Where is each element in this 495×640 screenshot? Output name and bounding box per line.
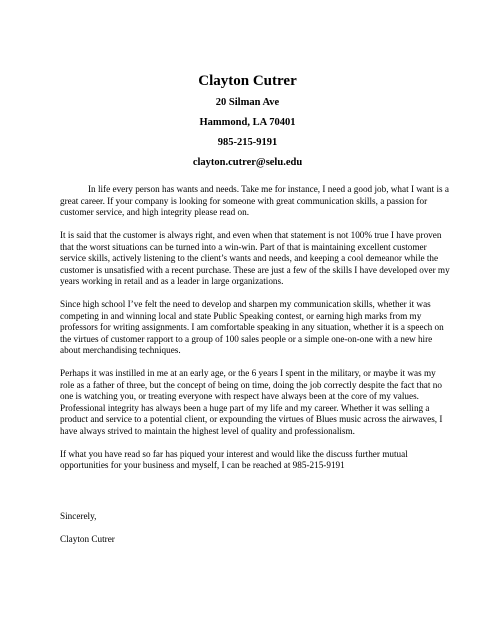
closing-signer: Clayton Cutrer <box>60 534 115 544</box>
sender-email: clayton.cutrer@selu.edu <box>192 157 303 168</box>
body-paragraph-contact: If what you have read so far has piqued your interest and would like the discuss further mutual opportunities for your business and myself, I can be reached at 985-215-9191 <box>60 448 408 470</box>
closing-block <box>60 511 115 546</box>
letterhead <box>0 72 495 173</box>
body-paragraph-integrity: Perhaps it was instilled in me at an early age, or the 6 years I spent in the military, or maybe it was my role as a father of three, but the concept of being on time, doing the job correctly despite the fact that no one is watching you, or treating everyone with respect have always been at the core of my values. Professional integrity has always been a huge part of my life and my career. Whether it was selling a product and service to a potential client, or expounding the virtues of Blues music across the airwaves, I have always strived to maintain the highest level of quality and professionalism. <box>60 368 443 436</box>
body-paragraph-intro: In life every person has wants and needs. Take me for instance, I need a good job, what I want is a great career. If your company is looking for someone with great communication skills, a passion for customer service, and high integrity please read on. <box>60 184 449 217</box>
sender-phone: 985-215-9191 <box>217 137 278 148</box>
sender-street: 20 Silman Ave <box>215 97 280 108</box>
sender-city: Hammond, LA 70401 <box>199 117 296 128</box>
body-paragraph-customer-service: It is said that the customer is always right, and even when that statement is not 100% true I have proven that the worst situations can be turned into a win-win. Part of that is maintaining excellent customer service skills, actively listening to the client’s wants and needs, and keeping a cool demeanor while the customer is unsatisfied with a recent purchase. These are just a few of the skills I have developed over my years working in retail and as a leader in large organizations. <box>60 230 450 286</box>
sender-name: Clayton Cutrer <box>198 73 297 89</box>
letter-body <box>60 184 452 483</box>
body-paragraph-communication: Since high school I’ve felt the need to develop and sharpen my communication skills, whether it was competing in and winning local and state Public Speaking contest, or earning high marks from my professors for writing assignments. I am comfortable speaking in any situation, whether it is a speech on the virtues of customer rapport to a group of 100 sales people or a simple one-on-one with a new hire about merchandising techniques. <box>60 299 444 355</box>
closing-salutation: Sincerely, <box>60 511 97 521</box>
